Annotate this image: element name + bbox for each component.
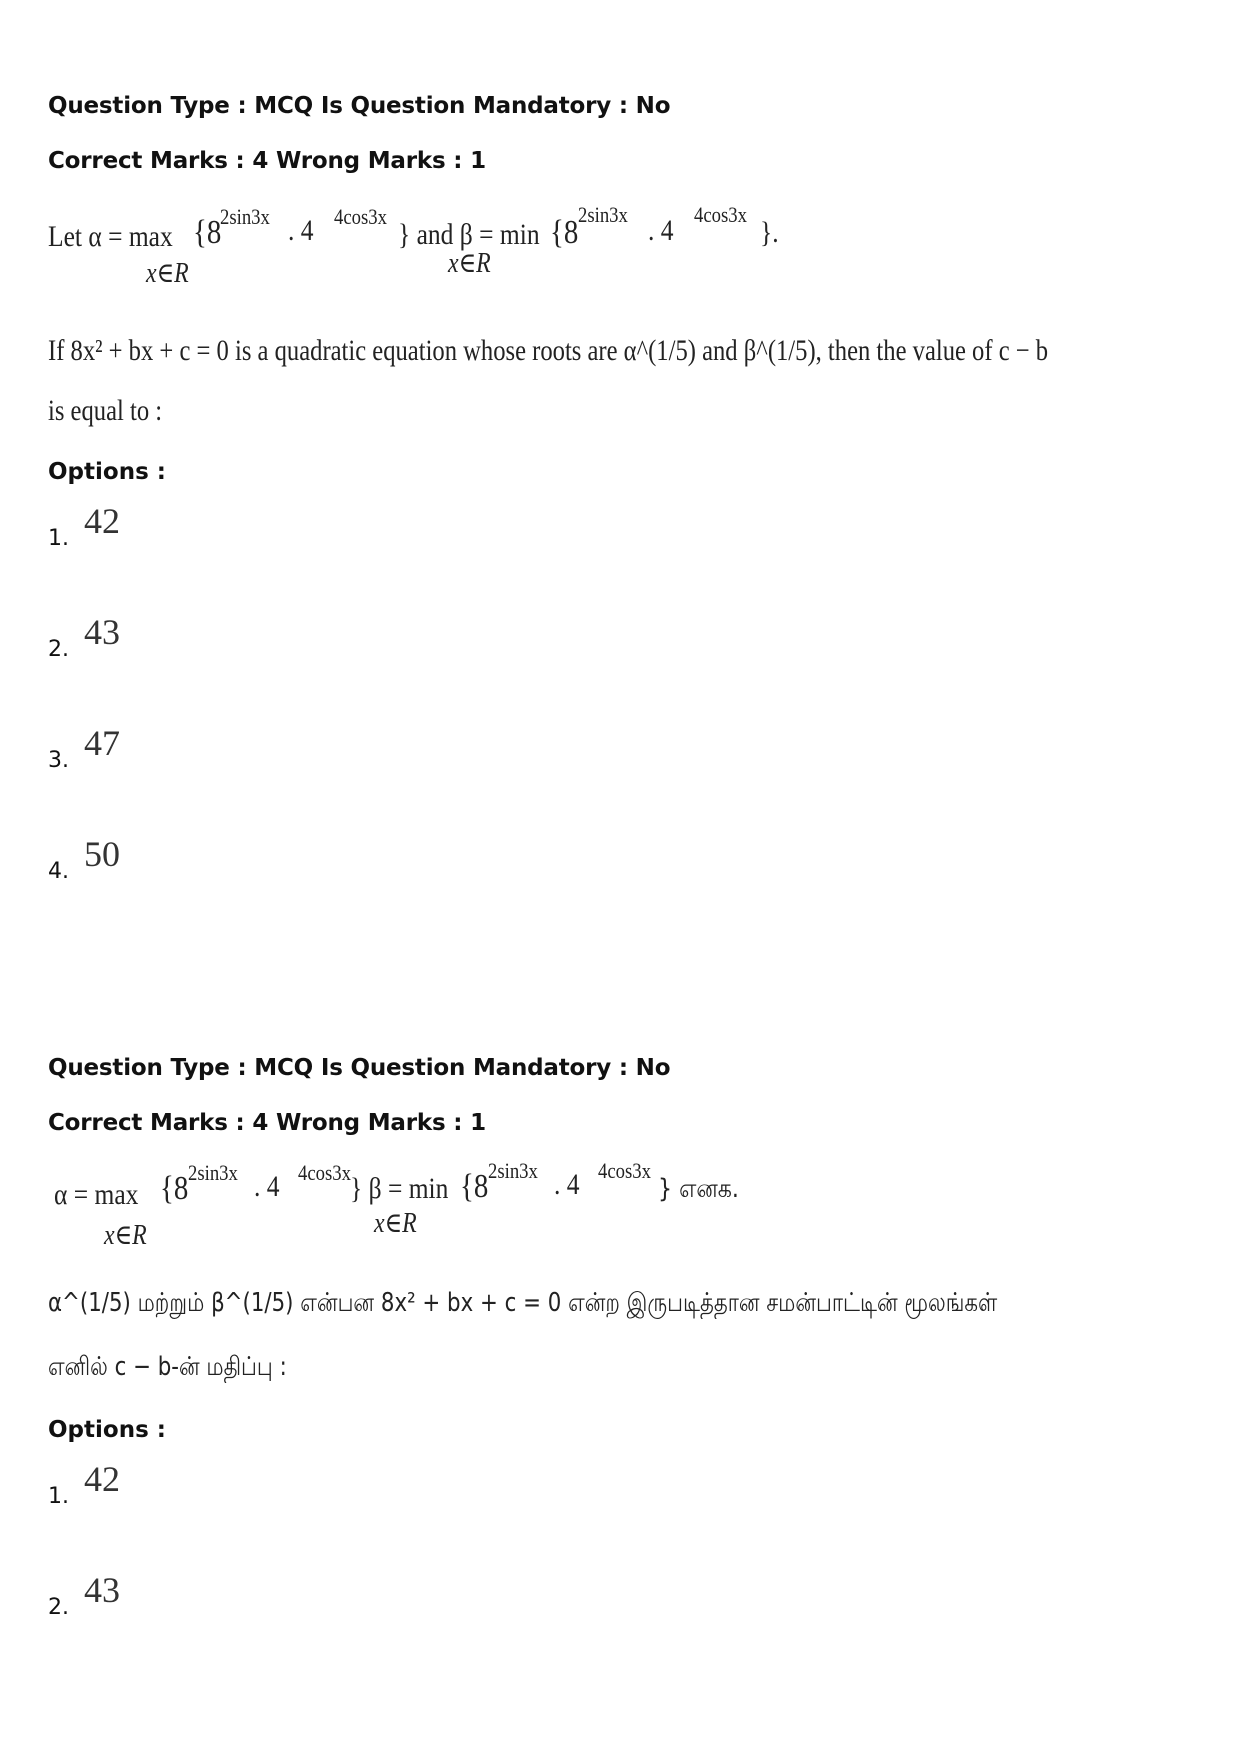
option-number: 4. xyxy=(48,859,69,884)
stem-exp-3: 2sin3x xyxy=(488,1158,538,1183)
option-item[interactable] xyxy=(48,833,1200,944)
stem-exp-4: 4cos3x xyxy=(598,1158,651,1183)
option-value: 50 xyxy=(84,834,120,874)
stem-exp-2: 4cos3x xyxy=(298,1160,351,1185)
option-value: 47 xyxy=(84,723,120,763)
question-2 xyxy=(48,1048,1200,1680)
option-value: 42 xyxy=(84,1459,120,1499)
marks-line: Correct Marks : 4 Wrong Marks : 1 xyxy=(48,1110,486,1136)
option-item[interactable] xyxy=(48,1569,1200,1680)
stem-dot-4: . 4 xyxy=(288,214,314,247)
option-number: 3. xyxy=(48,748,69,773)
question-stem-line3: is equal to : xyxy=(48,394,163,427)
stem-close: }. xyxy=(760,216,779,249)
stem-beta: } β = min xyxy=(350,1172,449,1205)
options-label: Options : xyxy=(48,1417,166,1443)
question-type-line: Question Type : MCQ Is Question Mandatory : No xyxy=(48,1055,671,1081)
stem-brace-8: {8 xyxy=(160,1170,189,1207)
question-1 xyxy=(48,86,1200,944)
option-value: 43 xyxy=(84,1570,120,1610)
stem-exp-1: 2sin3x xyxy=(188,1160,238,1185)
stem-dot-4: . 4 xyxy=(254,1170,280,1203)
stem-sub-min: x∈R xyxy=(374,1208,417,1239)
option-item[interactable] xyxy=(48,500,1200,611)
stem-exp-4: 4cos3x xyxy=(694,202,747,227)
option-value: 43 xyxy=(84,612,120,652)
option-item[interactable] xyxy=(48,722,1200,833)
question-stem-line2: If 8x² + bx + c = 0 is a quadratic equation whose roots are α^(1/5) and β^(1/5), then the value of c − b xyxy=(48,334,1049,367)
option-number: 1. xyxy=(48,1484,69,1509)
option-number: 2. xyxy=(48,637,69,662)
stem-brace-8-b: {8 xyxy=(460,1168,489,1205)
stem-exp-2: 4cos3x xyxy=(334,204,387,229)
stem-close: } எனக. xyxy=(658,1174,739,1204)
stem-dot-4-b: . 4 xyxy=(554,1168,580,1201)
marks-line: Correct Marks : 4 Wrong Marks : 1 xyxy=(48,148,486,174)
option-value: 42 xyxy=(84,501,120,541)
question-stem-math xyxy=(48,1158,1200,1254)
stem-brace-8: {8 xyxy=(193,214,222,251)
option-number: 1. xyxy=(48,526,69,551)
stem-and-beta: } and β = min xyxy=(398,218,540,251)
stem-sub-min: x∈R xyxy=(448,248,491,279)
stem-let-alpha: Let α = max xyxy=(48,220,173,253)
stem-dot-4-b: . 4 xyxy=(648,214,674,247)
options-label: Options : xyxy=(48,459,166,485)
question-type-line: Question Type : MCQ Is Question Mandatory : No xyxy=(48,93,671,119)
stem-alpha: α = max xyxy=(54,1178,139,1211)
question-stem-line2: α^(1/5) மற்றும் β^(1/5) என்பன 8x² + bx + c = 0 என்ற இருபடித்தான சமன்பாட்டின் மூலங்கள் xyxy=(48,1288,998,1318)
question-stem-math xyxy=(48,200,1200,296)
stem-sub-max: x∈R xyxy=(104,1220,147,1251)
question-stem-line3: எனில் c − b-ன் மதிப்பு : xyxy=(48,1352,287,1382)
stem-exp-1: 2sin3x xyxy=(220,204,270,229)
option-number: 2. xyxy=(48,1595,69,1620)
stem-brace-8-b: {8 xyxy=(550,214,579,251)
stem-sub-max: x∈R xyxy=(146,258,189,289)
option-item[interactable] xyxy=(48,611,1200,722)
option-item[interactable] xyxy=(48,1458,1200,1569)
stem-exp-3: 2sin3x xyxy=(578,202,628,227)
